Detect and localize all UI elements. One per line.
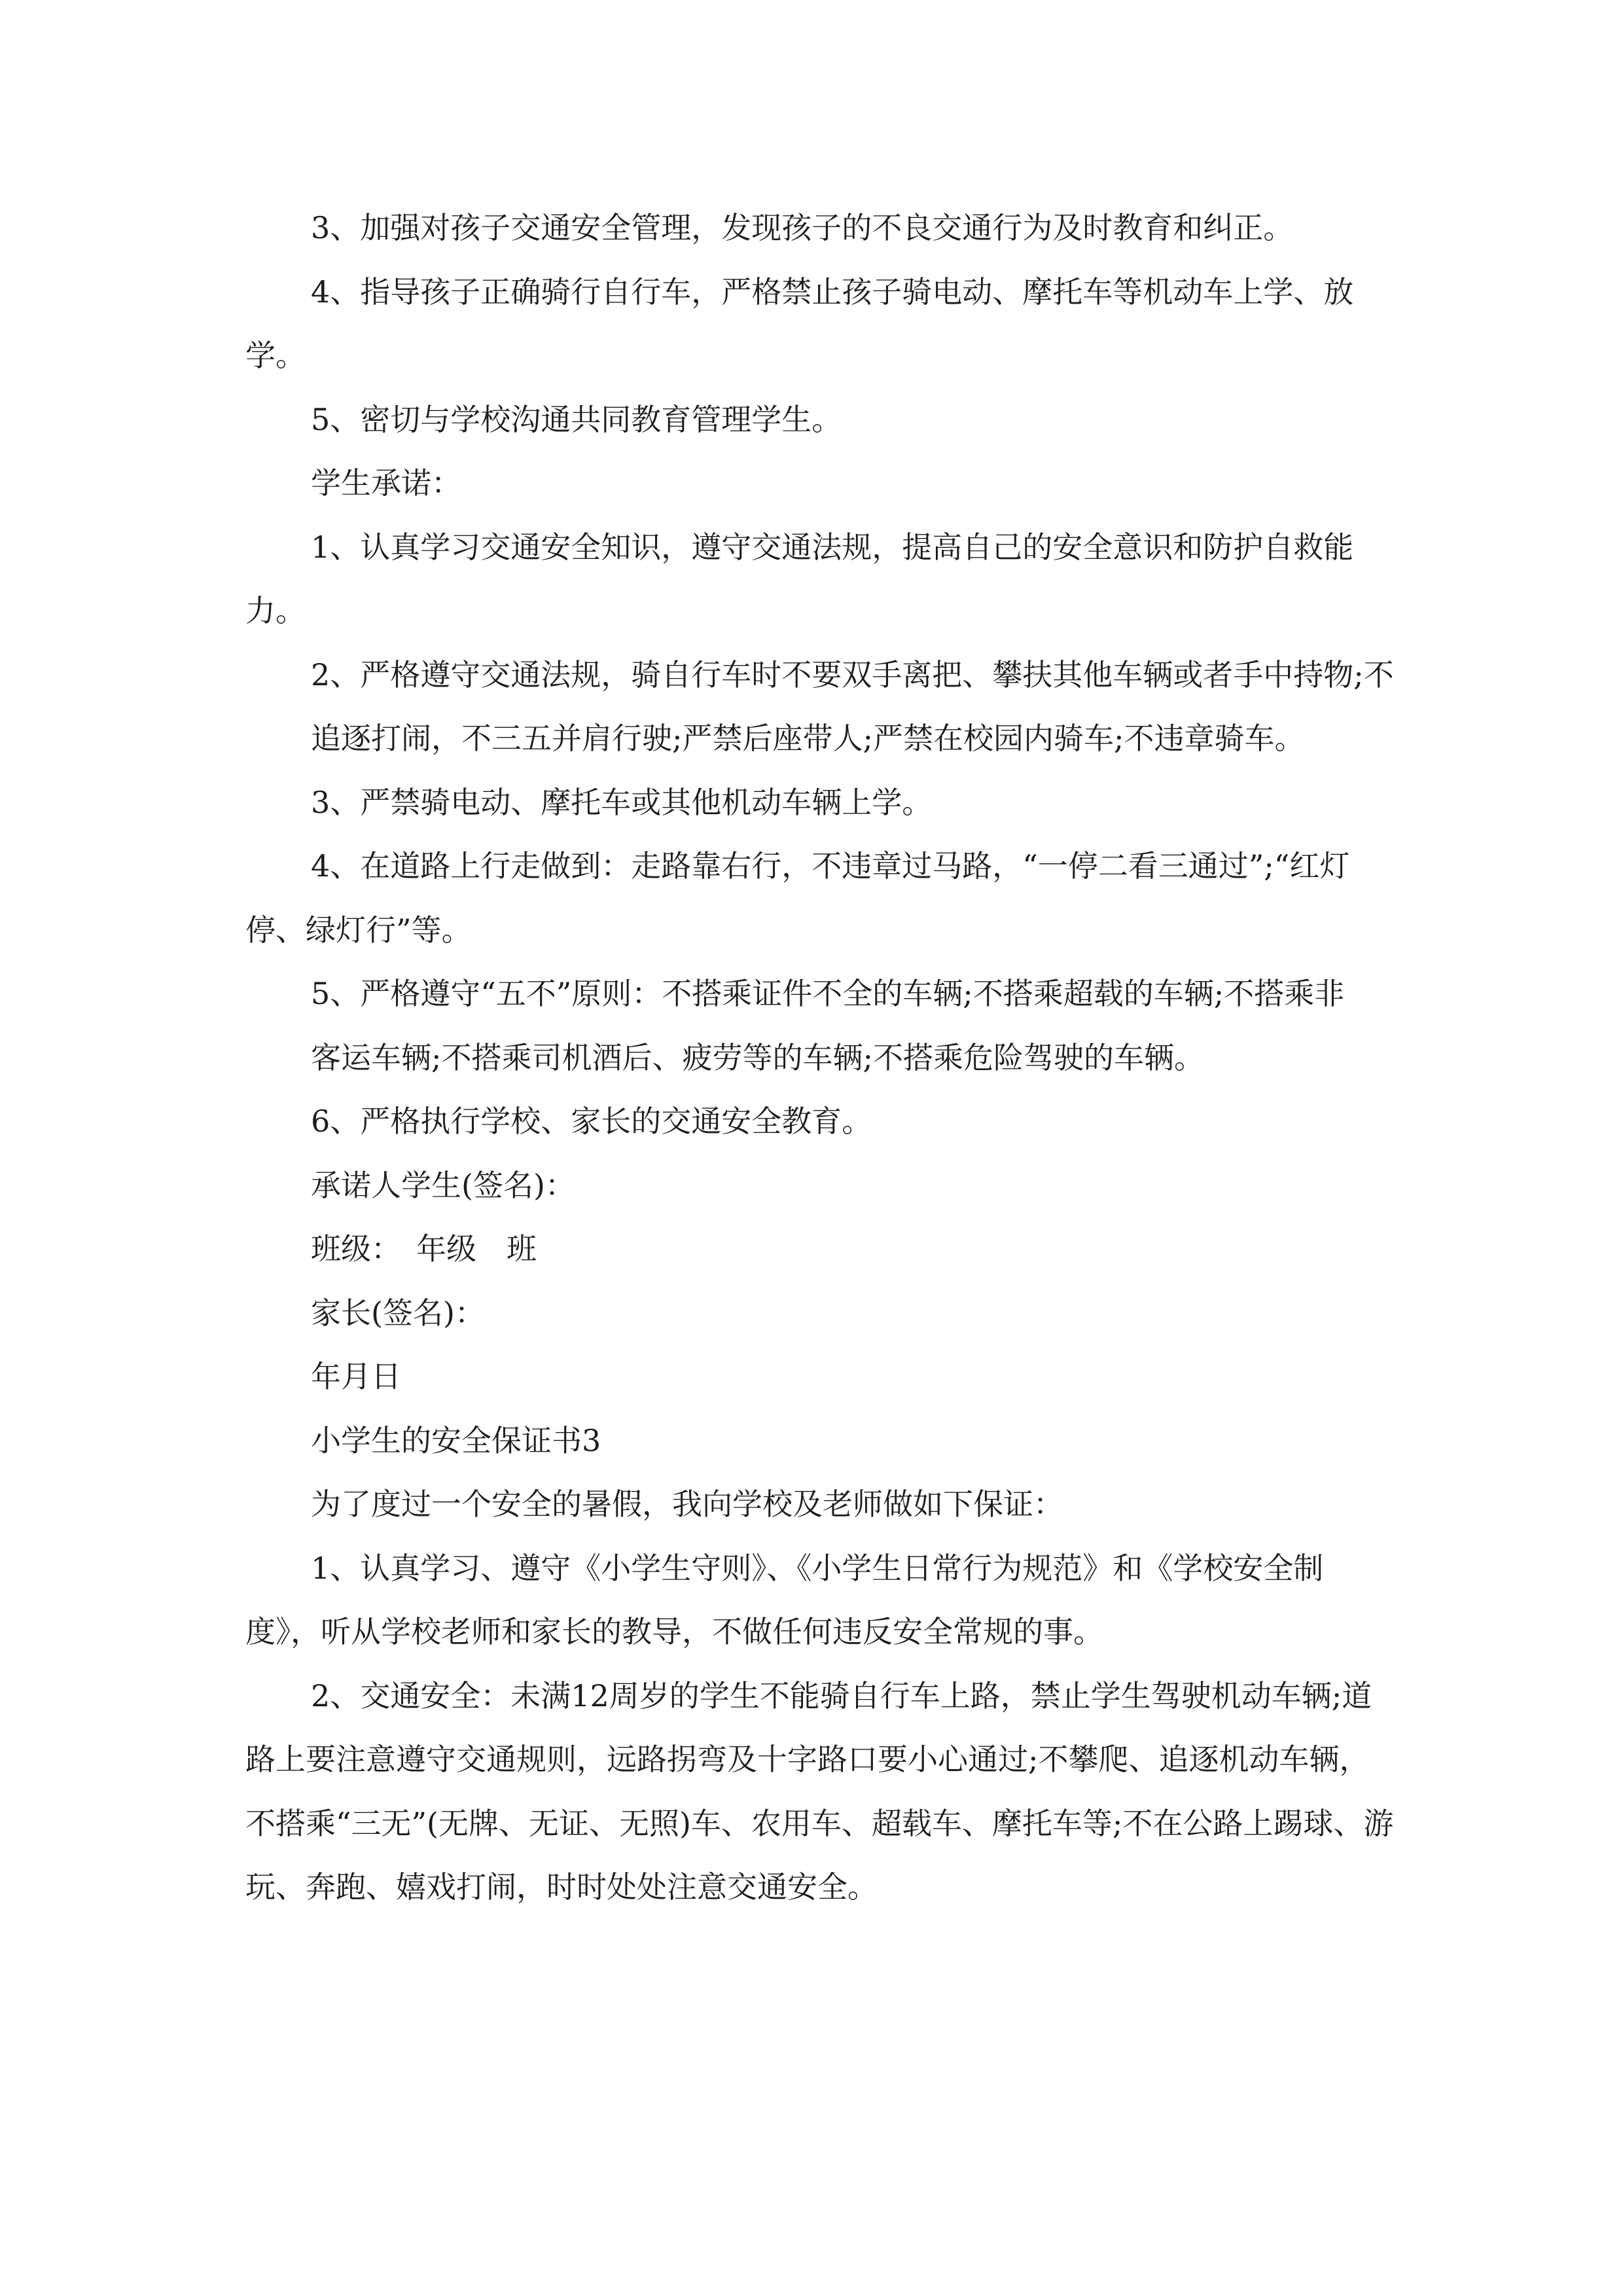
student-pledge-item-4: 4、在道路上行走做到：走路靠右行，不违章过马路，“一停二看三通过”;“红灯停、绿灯行”等。 [245, 848, 1350, 948]
document-body [245, 196, 1397, 1920]
student-signature-line: 承诺人学生(签名)： [311, 1167, 575, 1203]
student-pledge-item-2: 2、严格遵守交通法规，骑自行车时不要双手离把、攀扶其他车辆或者手中持物;不 [311, 656, 1394, 692]
class-line: 班级： 年级 班 [311, 1231, 537, 1266]
guarantee-item-2: 2、交通安全：未满12周岁的学生不能骑自行车上路，禁止学生驾驶机动车辆;道路上要注意遵守交通规则，远路拐弯及十字路口要小心通过;不攀爬、追逐机动车辆，不搭乘“三无”(无牌、无证、无照)车、农用车、超载车、摩托车等;不在公路上踢球、游玩、奔跑、嬉戏打闹，时时处处注意交通安全。 [245, 1677, 1394, 1905]
parent-pledge-item-5: 5、密切与学校沟通共同教育管理学生。 [311, 401, 842, 437]
student-pledge-item-6: 6、严格执行学校、家长的交通安全教育。 [311, 1103, 872, 1139]
section-title: 小学生的安全保证书3 [311, 1422, 601, 1458]
date-line: 年月日 [311, 1359, 401, 1394]
student-pledge-item-5: 5、严格遵守“五不”原则：不搭乘证件不全的车辆;不搭乘超载的车辆;不搭乘非 [311, 976, 1345, 1011]
parent-pledge-item-4: 4、指导孩子正确骑行自行车，严格禁止孩子骑电动、摩托车等机动车上学、放学。 [245, 274, 1354, 373]
student-pledge-item-5-continued: 客运车辆;不搭乘司机酒后、疲劳等的车辆;不搭乘危险驾驶的车辆。 [311, 1039, 1204, 1075]
section-intro: 为了度过一个安全的暑假，我向学校及老师做如下保证： [311, 1486, 1063, 1522]
student-pledge-item-1: 1、认真学习交通安全知识，遵守交通法规，提高自己的安全意识和防护自救能力。 [245, 529, 1354, 628]
parent-signature-line: 家长(签名)： [311, 1295, 485, 1331]
parent-pledge-item-3: 3、加强对孩子交通安全管理，发现孩子的不良交通行为及时教育和纠正。 [311, 210, 1294, 245]
guarantee-item-1: 1、认真学习、遵守《小学生守则》、《小学生日常行为规范》和《学校安全制度》，听从学校老师和家长的教导，不做任何违反安全常规的事。 [245, 1550, 1324, 1649]
student-pledge-item-3: 3、严禁骑电动、摩托车或其他机动车辆上学。 [311, 784, 933, 820]
student-pledge-heading: 学生承诺： [311, 465, 461, 501]
student-pledge-item-2-continued: 追逐打闹，不三五并肩行驶;严禁后座带人;严禁在校园内骑车;不违章骑车。 [311, 721, 1305, 756]
